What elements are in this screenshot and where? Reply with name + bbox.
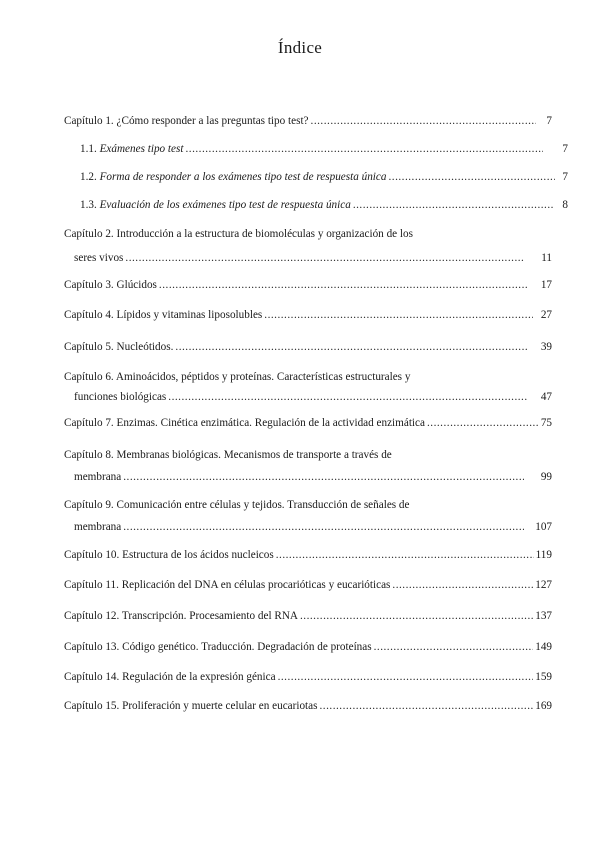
toc-entry-label-line1: Capítulo 2. Introducción a la estructura de biomoléculas y organización de los [64,228,413,240]
toc-entry-chapter-3[interactable] [64,278,552,292]
toc-entry-chapter-9[interactable] [64,498,552,534]
dot-leader [175,340,527,354]
toc-entry-label: Capítulo 7. Enzimas. Cinética enzimática. Regulación de la actividad enzimática [64,417,425,429]
toc-entry-page: 137 [535,610,552,622]
toc-entry-chapter-14[interactable] [64,670,552,684]
toc-entry-label: Capítulo 1. ¿Cómo responder a las preguntas tipo test? [64,115,309,127]
toc-entry-chapter-12[interactable] [64,609,552,623]
toc-entry-section-1-1[interactable] [64,142,568,156]
toc-entry-chapter-5[interactable] [64,340,552,354]
toc-entry-chapter-6[interactable] [64,370,552,404]
dot-leader [125,251,524,265]
toc-entry-chapter-2[interactable] [64,227,552,265]
toc-entry-chapter-1[interactable] [64,114,552,128]
dot-leader [388,170,555,184]
toc-entry-page: 169 [535,700,552,712]
toc-entry-page: 11 [541,252,552,264]
page-title: Índice [277,38,323,57]
toc-entry-section-1-3[interactable] [64,198,568,212]
toc-entry-label-line1: Capítulo 9. Comunicación entre células y tejidos. Transducción de señales de [64,499,410,511]
toc-entry-label: Capítulo 3. Glúcidos [64,279,157,291]
dot-leader [300,609,533,623]
toc-entry-page: 7 [546,115,552,127]
toc-entry-chapter-13[interactable] [64,640,552,654]
toc-entry-label: Forma de responder a los exámenes tipo test de respuesta única [99,171,387,183]
dot-leader [123,470,524,484]
toc-entry-number: 1.3. [80,199,97,211]
toc-entry-number: 1.1. [80,143,97,155]
toc-entry-section-1-2[interactable] [64,170,568,184]
dot-leader [278,670,534,684]
toc-entry-label-line1: Capítulo 6. Aminoácidos, péptidos y proteínas. Características estructurales y [64,371,411,383]
toc-entry-label: Evaluación de los exámenes tipo test de respuesta única [99,199,351,211]
toc-entry-label: Capítulo 10. Estructura de los ácidos nucleicos [64,549,274,561]
toc-entry-label: Exámenes tipo test [99,143,184,155]
toc-entry-page: 7 [562,171,568,183]
toc-entry-page: 107 [535,521,552,533]
toc-entry-label: Capítulo 12. Transcripción. Procesamiento del RNA [64,610,298,622]
toc-entry-page: 99 [540,471,552,483]
dot-leader [276,548,534,562]
toc-entry-page: 119 [535,549,552,561]
toc-entry-chapter-7[interactable] [64,416,552,430]
toc-entry-page: 159 [535,671,552,683]
dot-leader [123,520,524,534]
toc-entry-label: Capítulo 11. Replicación del DNA en células procarióticas y eucarióticas [64,579,391,591]
dot-leader [311,114,536,128]
toc-entry-label-line1: Capítulo 8. Membranas biológicas. Mecanismos de transporte a través de [64,449,392,461]
dot-leader [320,699,534,713]
dot-leader [392,578,533,592]
toc-entry-chapter-15[interactable] [64,699,552,713]
toc-entry-label-line2: membrana [74,521,122,533]
dot-leader [374,640,534,654]
toc-entry-page: 75 [540,417,552,429]
toc-entry-page: 8 [562,199,568,211]
toc-entry-chapter-11[interactable] [64,578,552,592]
toc-entry-label: Capítulo 14. Regulación de la expresión génica [64,671,276,683]
dot-leader [159,278,527,292]
toc-entry-label-line2: membrana [74,471,122,483]
toc-entry-page: 39 [540,341,552,353]
toc-entry-label: Capítulo 13. Código genético. Traducción. Degradación de proteínas [64,641,372,653]
toc-entry-page: 27 [540,309,552,321]
dot-leader [185,142,543,156]
dot-leader [264,308,533,322]
toc-entry-label: Capítulo 15. Proliferación y muerte celular en eucariotas [64,700,318,712]
dot-leader [353,198,553,212]
toc-entry-label: Capítulo 4. Lípidos y vitaminas liposolubles [64,309,263,321]
toc-entry-label: Capítulo 5. Nucleótidos. [64,341,174,353]
toc-entry-page: 47 [540,391,552,403]
toc-entry-chapter-4[interactable] [64,308,552,322]
toc-entry-chapter-10[interactable] [64,548,552,562]
toc-entry-label-line2: seres vivos [74,252,124,264]
toc-entry-page: 7 [562,143,568,155]
toc-entry-page: 149 [535,641,552,653]
toc-entry-label-line2: funciones biológicas [74,391,167,403]
toc-entry-chapter-8[interactable] [64,448,552,484]
dot-leader [168,390,527,404]
dot-leader [427,416,539,430]
toc-entry-page: 127 [535,579,552,591]
toc-entry-page: 17 [540,279,552,291]
toc-entry-number: 1.2. [80,171,97,183]
